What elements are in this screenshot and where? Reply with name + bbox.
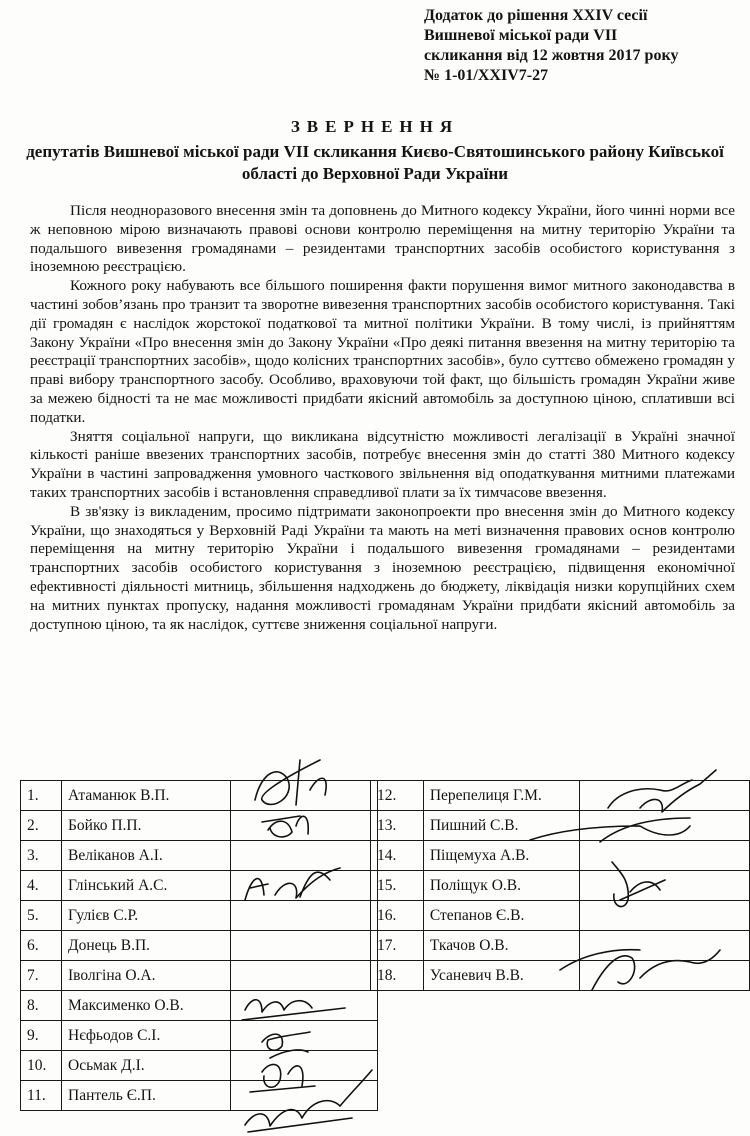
signers-table-left bbox=[20, 780, 378, 1111]
row-number: 13. bbox=[371, 811, 424, 841]
appendix-line-2: Вишневої міської ради VII bbox=[424, 27, 618, 44]
row-number: 7. bbox=[21, 961, 62, 991]
row-number: 16. bbox=[371, 901, 424, 931]
signature-cell bbox=[580, 901, 750, 931]
table-row bbox=[371, 841, 750, 871]
deputy-name: Іволгіна О.А. bbox=[62, 961, 231, 991]
table-row bbox=[371, 781, 750, 811]
table-row bbox=[371, 811, 750, 841]
signature-cell bbox=[580, 871, 750, 901]
row-number: 5. bbox=[21, 901, 62, 931]
row-number: 4. bbox=[21, 871, 62, 901]
deputy-name: Усаневич В.В. bbox=[423, 961, 579, 991]
document-subtitle: депутатів Вишневої міської ради VII скликання Києво-Святошинського району Київської області до Верховної Ради України bbox=[26, 142, 724, 183]
appendix-note bbox=[424, 6, 734, 86]
signature-cell bbox=[580, 841, 750, 871]
row-number: 1. bbox=[21, 781, 62, 811]
deputy-name: Пантель Є.П. bbox=[62, 1081, 231, 1111]
appendix-line-4: № 1-01/XXIV7-27 bbox=[424, 67, 549, 84]
table-row bbox=[21, 1051, 378, 1081]
table-row bbox=[21, 961, 378, 991]
signature-cell bbox=[231, 901, 378, 931]
table-row bbox=[21, 1081, 378, 1111]
deputy-name: Поліщук О.В. bbox=[423, 871, 579, 901]
deputy-name: Перепелиця Г.М. bbox=[423, 781, 579, 811]
deputy-name: Максименко О.В. bbox=[62, 991, 231, 1021]
signature-cell bbox=[580, 781, 750, 811]
row-number: 14. bbox=[371, 841, 424, 871]
row-number: 11. bbox=[21, 1081, 62, 1111]
signature-cell bbox=[231, 781, 378, 811]
signature-cell bbox=[231, 841, 378, 871]
row-number: 15. bbox=[371, 871, 424, 901]
signature-cell bbox=[580, 961, 750, 991]
table-row bbox=[21, 781, 378, 811]
row-number: 18. bbox=[371, 961, 424, 991]
row-number: 3. bbox=[21, 841, 62, 871]
deputy-name: Глінський А.С. bbox=[62, 871, 231, 901]
row-number: 2. bbox=[21, 811, 62, 841]
document-title: ЗВЕРНЕННЯ bbox=[290, 117, 460, 136]
table-row bbox=[371, 931, 750, 961]
row-number: 9. bbox=[21, 1021, 62, 1051]
signature-cell bbox=[231, 931, 378, 961]
table-row bbox=[21, 901, 378, 931]
signature-cell bbox=[231, 961, 378, 991]
signature-cell bbox=[580, 931, 750, 961]
deputy-name: Бойко П.П. bbox=[62, 811, 231, 841]
deputy-name: Ткачов О.В. bbox=[423, 931, 579, 961]
table-row bbox=[21, 931, 378, 961]
row-number: 6. bbox=[21, 931, 62, 961]
deputy-name: Донець В.П. bbox=[62, 931, 231, 961]
deputy-name: Веліканов А.І. bbox=[62, 841, 231, 871]
table-row bbox=[21, 811, 378, 841]
table-row bbox=[371, 871, 750, 901]
signers-table-right bbox=[370, 780, 750, 991]
deputy-name: Атаманюк В.П. bbox=[62, 781, 231, 811]
deputy-name: Піщемуха А.В. bbox=[423, 841, 579, 871]
paragraph-4: В зв'язку із викладеним, просимо підтримати законопроекти про внесення змін до Митного кодексу України, що знаходяться у Верховній Раді України та мають на меті визначення правових основ контролю переміщення на митну територію України і подальшого вивезення громадянами – резидентами транспортних засобів особистого користування з іноземною реєстрацією, підвищення економічної ефективності діяльності митниць, збільшення надходжень до бюджету, ліквідація низки корупційних схем на митних пунктах пропуску, надання можливості громадянам України придбати якісний автомобіль за доступною ціною, та як наслідок, суттєве зниження соціальної напруги. bbox=[30, 502, 735, 633]
signature-cell bbox=[231, 991, 378, 1021]
appeal-body bbox=[30, 202, 735, 634]
signature-cell bbox=[231, 811, 378, 841]
table-row bbox=[21, 991, 378, 1021]
deputy-name: Гулієв С.Р. bbox=[62, 901, 231, 931]
deputy-name: Пишний С.В. bbox=[423, 811, 579, 841]
deputy-name: Степанов Є.В. bbox=[423, 901, 579, 931]
paragraph-2: Кожного року набувають все більшого поширення факти порушення вимог митного законодавства в частині зобов’язань про транзит та зворотне вивезення транспортних засобів особистого користування. Такі дії громадян є наслідок жорстокої податкової та митної політики України. В тому числі, із прийняттям Закону України «Про внесення змін до Закону України «Про деякі питання ввезення на митну територію та реєстрації транспортних засобів», щодо колісних транспортних засобів», було суттєво обмежено громадян у праві вибору транспортного засобу. Особливо, враховуючи той факт, що більшість громадян України живе за межею бідності та не має можливості придбати якісний автомобіль за доступною ціною, сплативши всі податки. bbox=[30, 277, 735, 426]
signature-cell bbox=[231, 1051, 378, 1081]
row-number: 10. bbox=[21, 1051, 62, 1081]
row-number: 12. bbox=[371, 781, 424, 811]
table-row bbox=[21, 841, 378, 871]
signature-cell bbox=[231, 1081, 378, 1111]
signature-cell bbox=[580, 811, 750, 841]
signature-cell bbox=[231, 871, 378, 901]
table-row bbox=[371, 901, 750, 931]
row-number: 17. bbox=[371, 931, 424, 961]
paragraph-1: Після неодноразового внесення змін та доповнень до Митного кодексу України, його чинні норми все ж неповною мірою визначають правові основи контролю переміщення на митну територію України та подальшого вивезення громадянами – резидентами транспортних засобів особистого користування з іноземною реєстрацією. bbox=[30, 202, 735, 276]
row-number: 8. bbox=[21, 991, 62, 1021]
table-row bbox=[21, 871, 378, 901]
appendix-line-1: Додаток до рішення XXIV сесії bbox=[424, 7, 648, 24]
signature-cell bbox=[231, 1021, 378, 1051]
deputy-name: Осьмак Д.І. bbox=[62, 1051, 231, 1081]
table-row bbox=[21, 1021, 378, 1051]
table-row bbox=[371, 961, 750, 991]
appendix-line-3: скликання від 12 жовтня 2017 року bbox=[424, 47, 679, 64]
paragraph-3: Зняття соціальної напруги, що викликана відсутністю можливості легалізації в Україні значної кількості раніше ввезених транспортних засобів, потребує внесення змін до статті 380 Митного кодексу України в частині запровадження умовного часткового звільнення від оподаткування митними платежами таких транспортних засобів і встановлення справедливої плати за їх тимчасове ввезення. bbox=[30, 427, 735, 501]
deputy-name: Нєфьодов С.І. bbox=[62, 1021, 231, 1051]
